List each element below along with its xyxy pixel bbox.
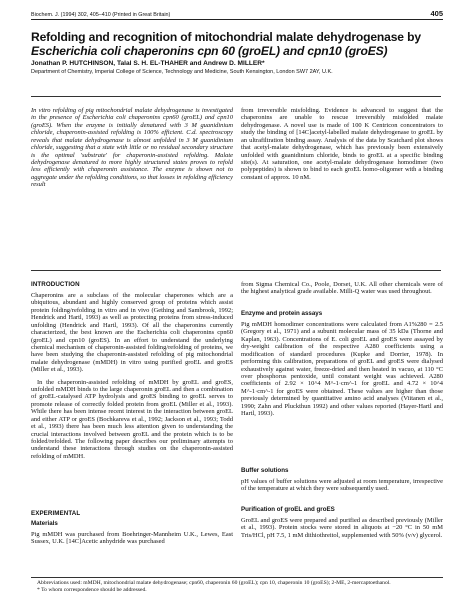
materials-heading: Materials	[31, 520, 58, 527]
materials-body	[31, 531, 233, 546]
materials-paragraph: Pig mMDH was purchased from Boehringer-Mannheim U.K., Lewes, East Sussex, U.K. [14C]Acetic anhydride was purchased	[31, 531, 233, 546]
abstract-left-text: In vitro refolding of pig mitochondrial malate dehydrogenase is investigated in the presence of Escherichia coli chaperonins cpn60 (groEL) and cpn10 (groES). When the enzyme is initially denatured with 3 M guanidinium chloride, chaperonin-assisted refolding is 100% efficient. C.d. spectroscopy reveals that malate dehydrogenase is almost unfolded in 3 M guanidinium chloride, suggesting that a state with little or no residual secondary structure is the optimal 'substrate' for chaperonin-assisted refolding. Malate dehydrogenase denatured to more highly structured states proves to refold less efficiently with chaperonin assistance. The enzyme is shown not to aggregate under the refolding conditions, so that losses in refolding efficiency result	[31, 107, 233, 189]
purification-paragraph: GroEL and groES were prepared and purified as described previously (Miller et al., 1993). Protein stocks were stored in aliquots at −20 °C in 50 mM Tris/HCl, pH 7.5, 1 mM dithiothreitol, supplemented with 50% (v/v) glycerol.	[241, 517, 443, 539]
article-title	[31, 30, 443, 58]
materials-continued: from Sigma Chemical Co., Poole, Dorset, U.K. All other chemicals were of the highest analytical grade available. Milli-Q water was used throughout.	[241, 281, 443, 296]
purification-body	[241, 517, 443, 539]
intro-paragraph-1: Chaperonins are a subclass of the molecular chaperones which are a ubiquitous, abundant and highly conserved group of proteins which assist protein folding/refolding in vitro and in vivo (Gething and Sambrook, 1992; Hendrick and Hartl, 1993) as well as protecting proteins from stress-induced unfolding (Hendrick and Hartl, 1993). Of all the chaperonins currently characterized, the best known are the Escherichia coli chaperonins cpn60 (groEL) and cpn10 (groES). In an effort to understand the underlying chemical mechanism of chaperonin-assisted folding/refolding of proteins, we have been studying the chaperonin-assisted refolding of pig mitochondrial malate dehydrogenase (mMDH) in vitro using purified groEL and groES (Miller et al., 1993).	[31, 292, 233, 374]
right-intro-body	[241, 281, 443, 296]
purification-heading: Purification of groEL and groES	[241, 506, 335, 513]
journal-citation: Biochem. J. (1994) 302, 405–410 (Printed in Great Britain)	[31, 12, 171, 18]
footnotes	[31, 580, 443, 593]
affiliation: Department of Chemistry, Imperial College of Science, Technology and Medicine, South Kensington, London SW7 2AY, U.K.	[31, 69, 333, 75]
abstract-right-text: from irreversible misfolding. Evidence is advanced to suggest that the chaperonins are unable to rescue irreversibly misfolded malate dehydrogenase. A novel use is made of 100 K Centricon concentrators to study the binding of [14C]acetyl-labelled malate dehydrogenase to groEL by an ultrafiltration binding assay. Analysis of the data by Scatchard plot shows that acetyl-malate dehydrogenase, which has previously been extensively unfolded with guanidinium chloride, binds to groEL at a specific binding site(s). At saturation, one acetyl-malate dehydrogenase homodimer (two polypeptides) is shown to bind to each groEL homo-oligomer with a binding constant of approx. 10 nM.	[241, 107, 443, 181]
enzyme-assays-heading: Enzyme and protein assays	[241, 310, 323, 317]
correspondence-footnote: * To whom correspondence should be addressed.	[37, 586, 147, 593]
title-line-2: Escherichia coli chaperonins cpn 60 (groEL) and cpn10 (groES)	[31, 44, 388, 58]
enzyme-assays-body	[241, 321, 443, 417]
abstract-left	[31, 107, 233, 189]
page-number: 405	[430, 9, 443, 18]
enzyme-paragraph: Pig mMDH homodimer concentrations were calculated from A1%280 = 2.5 (Gregory et al., 1971) and a subunit molecular mass of 35 kDa (Thorne and Kaplan, 1963). Concentrations of E. coli groEL and groES were assayed by dry-weight calibration of the respective A280 coefficients using a modification of standard procedures (Kupke and Dorrier, 1978). In performing this calibration, preparations of groEL and groES were dialysed exhaustively against water, freeze-dried and then heated in vacuo, at 110 °C over phosphorus pentoxide, until constant weight was achieved. A280 coefficients of 2.92 × 10^4 M^-1·cm^-1 for groEL and 4.72 × 10^4 M^-1·cm^-1 for groES were obtained. These values are higher than those previously determined by quantitative amino acid analyses (Viitanen et al., 1990; Zahn and Pluckthun 1992) and other values reported (Hayer-Hartl and Hartl, 1993).	[241, 321, 443, 418]
footnote-rule	[31, 577, 443, 578]
abbreviations-footnote: Abbreviations used: mMDH, mitochondrial malate dehydrogenase; cpn60, chaperonin 60 (groEL); cpn 10, chaperonin 10 (groES); 2-ME, 2-mercaptoethanol.	[37, 580, 391, 586]
buffer-heading: Buffer solutions	[241, 467, 289, 474]
header-rule	[31, 19, 443, 20]
title-line-1: Refolding and recognition of mitochondrial malate dehydrogenase by	[31, 30, 421, 44]
intro-paragraph-2: In the chaperonin-assisted refolding of mMDH by groEL and groES, unfolded mMDH binds to the large chaperonin groEL and then a combination of groEL-catalysed ATP hydrolysis and groES binding to groEL serves to promote release of correctly folded protein from groEL (Miller et al., 1993). While there has been intense recent interest in the interaction between groEL and either ATP or groES (Bochkareva et al., 1992; Jackson et al., 1993; Todd et al., 1993) there has been much less attention given to understanding the crucial interactions involved between groEL and the protein which is to be folded/refolded. The following paper describes our preliminary attempts to understand these interactions through studies on the chaperonin-assisted refolding of mMDH.	[31, 378, 233, 460]
introduction-body	[31, 292, 233, 460]
running-header	[31, 9, 443, 18]
author-list: Jonathan P. HUTCHINSON, Talal S. H. EL-THAHER and Andrew D. MILLER*	[31, 60, 265, 67]
experimental-heading: EXPERIMENTAL	[31, 510, 81, 517]
introduction-heading: INTRODUCTION	[31, 281, 80, 288]
buffer-body	[241, 478, 443, 493]
buffer-paragraph: pH values of buffer solutions were adjusted at room temperature, irrespective of the temperature at which they were subsequently used.	[241, 478, 443, 493]
abstract-right	[241, 107, 443, 181]
